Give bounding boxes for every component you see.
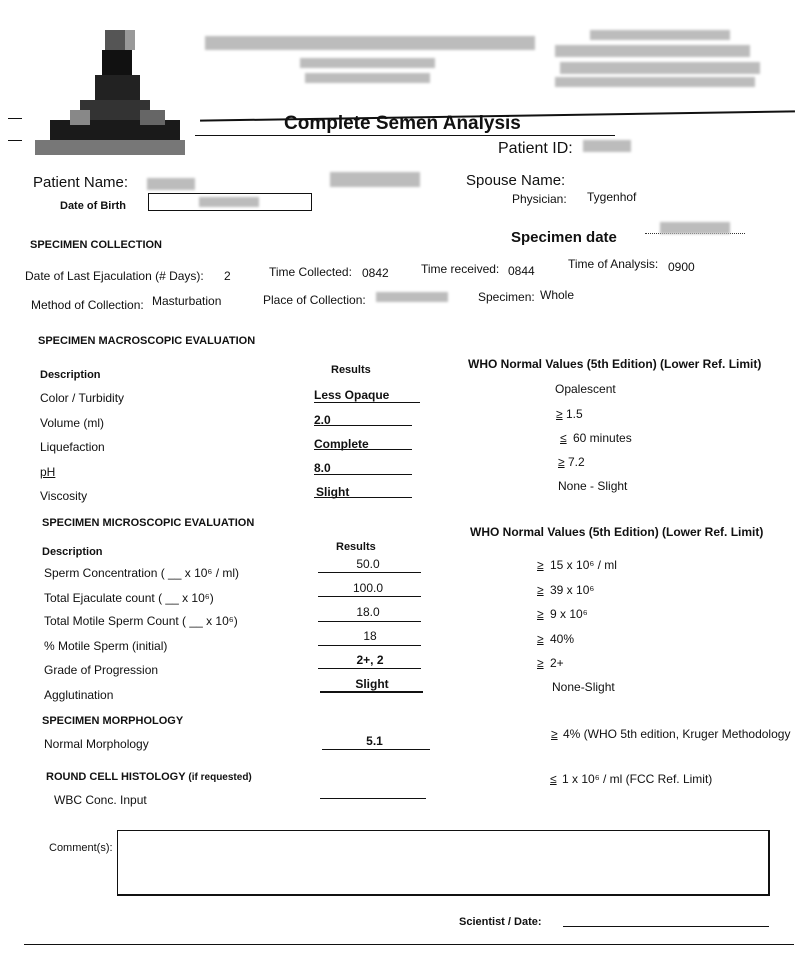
place-label: Place of Collection: [263, 293, 366, 307]
specimen-date-redacted [660, 222, 730, 234]
micro-row-normal: 40% [550, 632, 575, 646]
macro-row-normal-sym: ≥ [558, 455, 565, 469]
scientist-label: Scientist / Date: [459, 916, 542, 928]
micro-row-result: 18 [363, 629, 377, 643]
time-received-value: 0844 [508, 264, 535, 278]
clinic-address-redacted [300, 58, 435, 68]
morph-normal: 4% (WHO 5th edition, Kruger Methodology [563, 727, 791, 741]
macro-row-label: Color / Turbidity [40, 391, 125, 405]
wbc-underline[interactable] [320, 798, 426, 799]
macro-row-label: Viscosity [40, 489, 88, 503]
specimen-date-label: Specimen date [511, 229, 617, 246]
macro-row-underline [314, 425, 412, 426]
macro-who-header: WHO Normal Values (5th Edition) (Lower Ref. Limit) [468, 357, 762, 371]
dob-field[interactable] [148, 193, 312, 211]
page-bottom-rule [24, 944, 794, 945]
micro-row-underline [318, 596, 421, 597]
macro-desc-header: Description [40, 369, 101, 381]
macro-row-result: Complete [314, 437, 369, 451]
macro-row-underline [314, 497, 412, 498]
micro-row-result: 18.0 [356, 605, 380, 619]
page-title: Complete Semen Analysis [284, 113, 521, 134]
patient-id-label: Patient ID: [498, 140, 573, 157]
time-analysis-label: Time of Analysis: [568, 257, 659, 271]
micro-row-label: Total Motile Sperm Count ( __ x 10⁶) [44, 614, 238, 628]
micro-heading: SPECIMEN MICROSCOPIC EVALUATION [42, 517, 255, 529]
macro-row-normal: Opalescent [555, 382, 616, 396]
macro-row-underline [314, 402, 420, 403]
wbc-label: WBC Conc. Input [54, 793, 147, 807]
micro-row-normal: 39 x 10⁶ [550, 583, 595, 597]
wbc-normal-sym: ≤ [550, 772, 557, 786]
micro-row-normal-sym: ≥ [537, 607, 544, 621]
dob-label: Date of Birth [60, 200, 126, 212]
micro-row-normal-sym: ≥ [537, 583, 544, 597]
micro-row-label: Agglutination [44, 688, 114, 702]
morph-heading: SPECIMEN MORPHOLOGY [42, 715, 184, 727]
morph-underline [322, 749, 430, 750]
spouse-name-label: Spouse Name: [466, 172, 566, 189]
place-redacted [376, 292, 448, 302]
header-rule-bottom [195, 135, 615, 136]
time-collected-value: 0842 [362, 266, 389, 280]
last-ejac-label: Date of Last Ejaculation (# Days): [25, 269, 204, 283]
last-ejac-value: 2 [224, 269, 231, 283]
macro-row-normal-sym: ≤ [560, 431, 567, 445]
patient-name-label: Patient Name: [33, 174, 129, 191]
micro-row-underline [318, 645, 421, 646]
micro-results-header: Results [336, 541, 376, 553]
macro-row-result: Less Opaque [314, 388, 390, 402]
micro-row-normal: 2+ [550, 656, 564, 670]
patient-first-name-redacted [147, 178, 195, 190]
morph-label: Normal Morphology [44, 737, 149, 751]
macro-row-label: pH [40, 465, 56, 479]
micro-row-normal-sym: ≥ [537, 656, 544, 670]
micro-desc-header: Description [42, 546, 103, 558]
comments-box[interactable] [117, 830, 770, 896]
macro-heading: SPECIMEN MACROSCOPIC EVALUATION [38, 335, 256, 347]
micro-row-normal-sym: ≥ [537, 558, 544, 572]
physician-label: Physician: [512, 192, 567, 206]
clinic-contact-redacted-4 [555, 77, 755, 87]
clinic-name-redacted [205, 36, 535, 50]
macro-row-result: 8.0 [314, 461, 331, 475]
micro-row-underline [318, 621, 421, 622]
specimen-value: Whole [540, 288, 575, 302]
macro-row-label: Volume (ml) [40, 416, 105, 430]
morph-normal-sym: ≥ [551, 727, 558, 741]
micro-row-normal: None-Slight [552, 680, 615, 694]
physician-value: Tygenhof [587, 190, 637, 204]
time-collected-label: Time Collected: [269, 265, 352, 279]
micro-row-label: % Motile Sperm (initial) [44, 639, 168, 653]
macro-row-normal: None - Slight [558, 479, 628, 493]
micro-row-result: 2+, 2 [356, 653, 384, 667]
micro-row-normal: 9 x 10⁶ [550, 607, 588, 621]
micro-row-normal: 15 x 10⁶ / ml [550, 558, 617, 572]
micro-row-underline [318, 668, 421, 669]
micro-row-result: Slight [355, 677, 389, 691]
header-rule-left-2 [8, 140, 22, 141]
round-cell-heading [46, 771, 252, 783]
macro-row-result: Slight [316, 485, 350, 499]
macro-row-result: 2.0 [314, 413, 331, 427]
micro-row-underline [318, 572, 421, 573]
micro-row-label: Total Ejaculate count ( __ x 10⁶) [44, 591, 214, 605]
method-label: Method of Collection: [31, 298, 144, 312]
macro-row-label: Liquefaction [40, 440, 105, 454]
micro-who-header: WHO Normal Values (5th Edition) (Lower Ref. Limit) [470, 525, 764, 539]
micro-row-label: Grade of Progression [44, 663, 159, 677]
macro-row-underline [314, 474, 412, 475]
patient-last-name-redacted [330, 172, 420, 187]
micro-row-label: Sperm Concentration ( __ x 10⁶ / ml) [44, 566, 240, 580]
patient-id-redacted [583, 140, 631, 152]
header-rule-left [8, 118, 22, 119]
comments-label: Comment(s): [49, 842, 113, 854]
scientist-signature-line[interactable] [563, 926, 769, 927]
time-analysis-value: 0900 [668, 260, 695, 274]
macro-row-normal: 1.5 [566, 407, 583, 421]
specimen-label: Specimen: [478, 290, 535, 304]
collection-heading: SPECIMEN COLLECTION [30, 239, 163, 251]
dob-redacted [199, 197, 259, 207]
clinic-contact-redacted-1 [590, 30, 730, 40]
micro-row-result: 100.0 [352, 581, 384, 595]
macro-row-normal: 60 minutes [573, 431, 632, 445]
micro-row-normal-sym: ≥ [537, 632, 544, 646]
morph-result: 5.1 [366, 734, 383, 748]
round-cell-heading-note: (if requested) [188, 772, 252, 783]
macro-row-underline [314, 449, 412, 450]
wbc-normal: 1 x 10⁶ / ml (FCC Ref. Limit) [562, 772, 713, 786]
macro-row-normal: 7.2 [568, 455, 585, 469]
method-value: Masturbation [152, 294, 222, 308]
macro-row-normal-sym: ≥ [556, 407, 563, 421]
micro-row-underline [320, 691, 423, 693]
macro-results-header: Results [331, 364, 371, 376]
clinic-contact-redacted-3 [560, 62, 760, 74]
clinic-contact-redacted-2 [555, 45, 750, 57]
time-received-label: Time received: [421, 262, 500, 276]
micro-row-result: 50.0 [356, 557, 380, 571]
round-cell-heading-text: ROUND CELL HISTOLOGY [46, 771, 186, 783]
clinic-logo [30, 30, 190, 160]
clinic-city-redacted [305, 73, 430, 83]
